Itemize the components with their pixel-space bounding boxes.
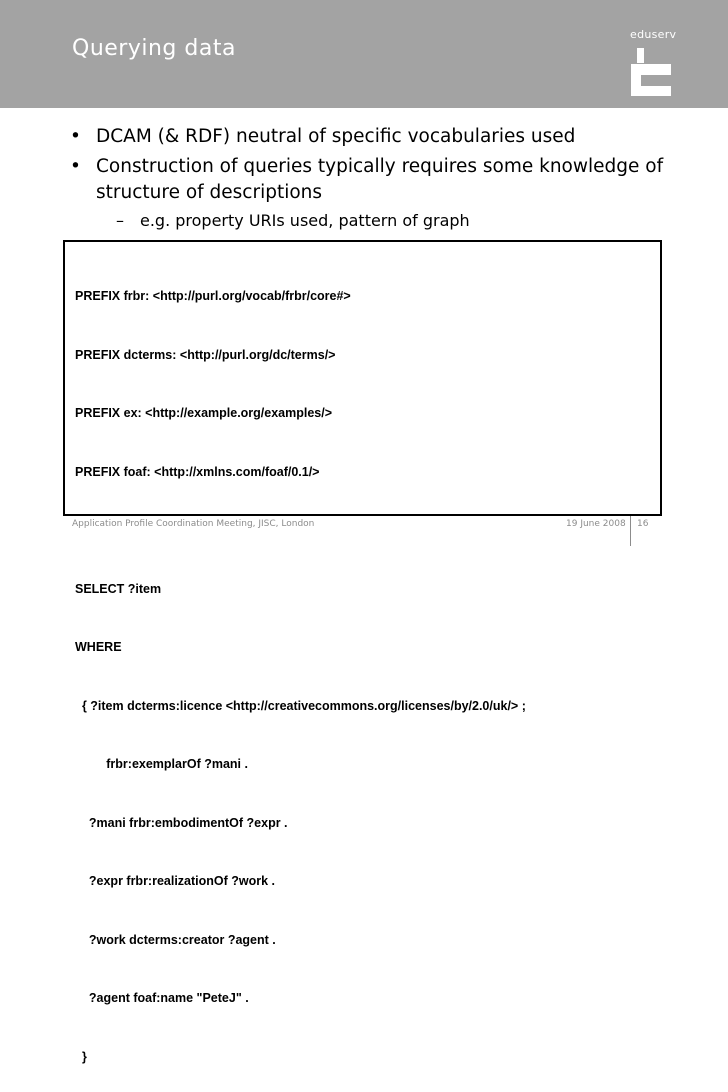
bullet-text: DCAM (& RDF) neutral of specific vocabularies used (96, 126, 576, 147)
eduserv-logo-icon (631, 48, 671, 96)
code-line: ?agent foaf:name "PeteJ" . (75, 991, 249, 1005)
sparql-query-code (75, 248, 526, 1092)
code-line: ?mani frbr:embodimentOf ?expr . (75, 815, 288, 830)
slide-header (0, 0, 728, 108)
bullet-dot-icon: • (70, 126, 81, 147)
sub-bullet-text: e.g. property URIs used, pattern of graph (140, 211, 470, 230)
bullet-list (70, 124, 710, 232)
brand-name: eduserv (630, 28, 677, 41)
code-line: } (75, 1049, 87, 1064)
bullet-dot-icon: • (70, 156, 81, 177)
code-line: { ?item dcterms:licence <http://creativecommons.org/licenses/by/2.0/uk/> ; (75, 698, 526, 713)
footer-divider (630, 516, 631, 546)
bullet-text: Construction of queries typically requires some knowledge of structure of descriptions (96, 156, 664, 203)
code-line: ?work dcterms:creator ?agent . (75, 932, 276, 947)
footer-date: 19 June 2008 (566, 519, 626, 529)
bullet-item (70, 154, 710, 206)
code-line: PREFIX dcterms: <http://purl.org/dc/terms/> (75, 347, 336, 362)
page-number: 16 (637, 519, 649, 529)
bullet-item (70, 124, 710, 150)
code-line: ?expr frbr:realizationOf ?work . (75, 874, 276, 888)
code-line: WHERE (75, 640, 122, 654)
code-line: PREFIX foaf: <http://xmlns.com/foaf/0.1/> (75, 464, 320, 479)
code-line: SELECT ?item (75, 581, 162, 596)
sub-bullet-item (70, 210, 710, 232)
dash-icon: – (116, 211, 124, 230)
code-line: PREFIX ex: <http://example.org/examples/> (75, 406, 333, 420)
footer-event: Application Profile Coordination Meeting, JISC, London (72, 519, 315, 529)
slide-title: Querying data (72, 36, 236, 61)
code-line: frbr:exemplarOf ?mani . (75, 757, 248, 771)
code-line: PREFIX frbr: <http://purl.org/vocab/frbr/core#> (75, 289, 351, 303)
